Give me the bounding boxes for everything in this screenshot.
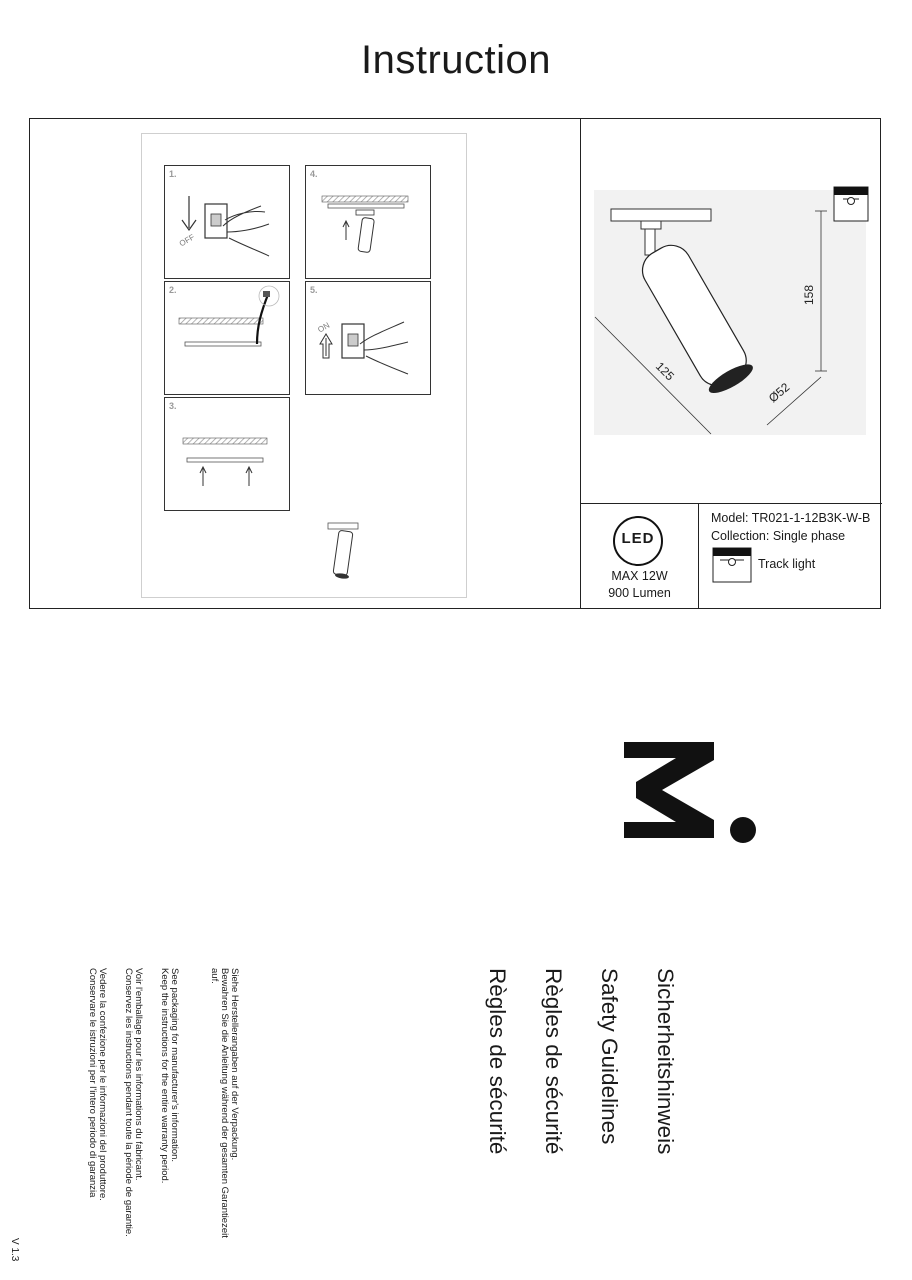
safety-text-fr-1: Voir l'emballage pour les informations du fabricant. (133, 968, 144, 1181)
safety-text-it-1: Vedere la confezione per le informazioni del produttore. (97, 968, 108, 1201)
safety-text-fr-2: Conservez les instructions pendant toute la période de garantie. (123, 968, 134, 1237)
switch-off-illustration (165, 166, 291, 280)
finished-spotlight-illustration (322, 519, 372, 589)
safety-text-de-2: Bewahren Sie die Anleitung während der gesamten Garantiezeit (219, 968, 230, 1238)
safety-text-de-1: Siehe Herstellerangaben auf der Verpackung. (229, 968, 240, 1161)
version-label: V 1.3 (9, 1238, 20, 1262)
height-dimension: 158 (802, 284, 816, 305)
length-dimension: 125 (652, 359, 677, 384)
diameter-dimension: Ø52 (765, 379, 793, 406)
arrow-up-icon (246, 467, 252, 486)
frame-divider-horizontal (580, 503, 882, 504)
arrow-down-icon (182, 196, 196, 230)
safety-heading-de: Sicherheitshinweis (653, 968, 678, 1155)
installation-sheet (141, 133, 467, 598)
safety-heading-fr: Règles de sécurité (541, 968, 566, 1155)
switch-on-illustration (306, 282, 432, 396)
safety-text-en-1: See packaging for manufacturer's information. (169, 968, 180, 1163)
arrow-up-icon (343, 221, 349, 240)
step-2-panel (164, 281, 290, 395)
arrow-up-icon (200, 467, 206, 486)
arrow-up-icon (320, 334, 332, 358)
model-number: Model: TR021-1-12B3K-W-B (711, 511, 871, 525)
wiring-illustration (165, 282, 291, 396)
step-number: 4. (310, 169, 318, 179)
step-number: 2. (169, 285, 177, 295)
safety-text-it-2: Conservare le istruzioni per l'intero periodo di garanzia (87, 968, 98, 1198)
off-label: OFF (177, 232, 197, 249)
hand-icon (360, 322, 408, 374)
step-5-panel (305, 281, 431, 395)
max-power: MAX 12W (611, 569, 668, 583)
attach-spotlight-illustration (306, 166, 432, 280)
step-4-panel (305, 165, 431, 279)
spec-divider (698, 503, 699, 609)
page-title: Instruction (360, 38, 552, 82)
mount-track-illustration (165, 398, 291, 512)
product-type: Track light (758, 557, 816, 571)
spotlight-body (358, 217, 375, 252)
step-number: 1. (169, 169, 177, 179)
step-1-panel (164, 165, 290, 279)
safety-heading-fr-2: Règles de sécurité (485, 968, 510, 1155)
safety-text-en-2: Keep the instructions for the entire warranty period. (159, 968, 170, 1184)
step-number: 5. (310, 285, 318, 295)
track-light-icon (712, 547, 752, 583)
hand-icon (223, 206, 269, 256)
track-rail (185, 342, 261, 346)
led-badge: LED (621, 530, 655, 547)
dimension-drawing (581, 119, 881, 503)
brand-logo (624, 742, 760, 844)
collection-name: Collection: Single phase (711, 529, 846, 543)
safety-text-de-3: auf. (209, 968, 220, 984)
ceiling-hatch (179, 318, 263, 324)
step-3-panel (164, 397, 290, 511)
lumen-output: 900 Lumen (608, 586, 671, 600)
safety-heading-en: Safety Guidelines (597, 968, 622, 1145)
on-label: ON (316, 320, 332, 335)
step-number: 3. (169, 401, 177, 411)
